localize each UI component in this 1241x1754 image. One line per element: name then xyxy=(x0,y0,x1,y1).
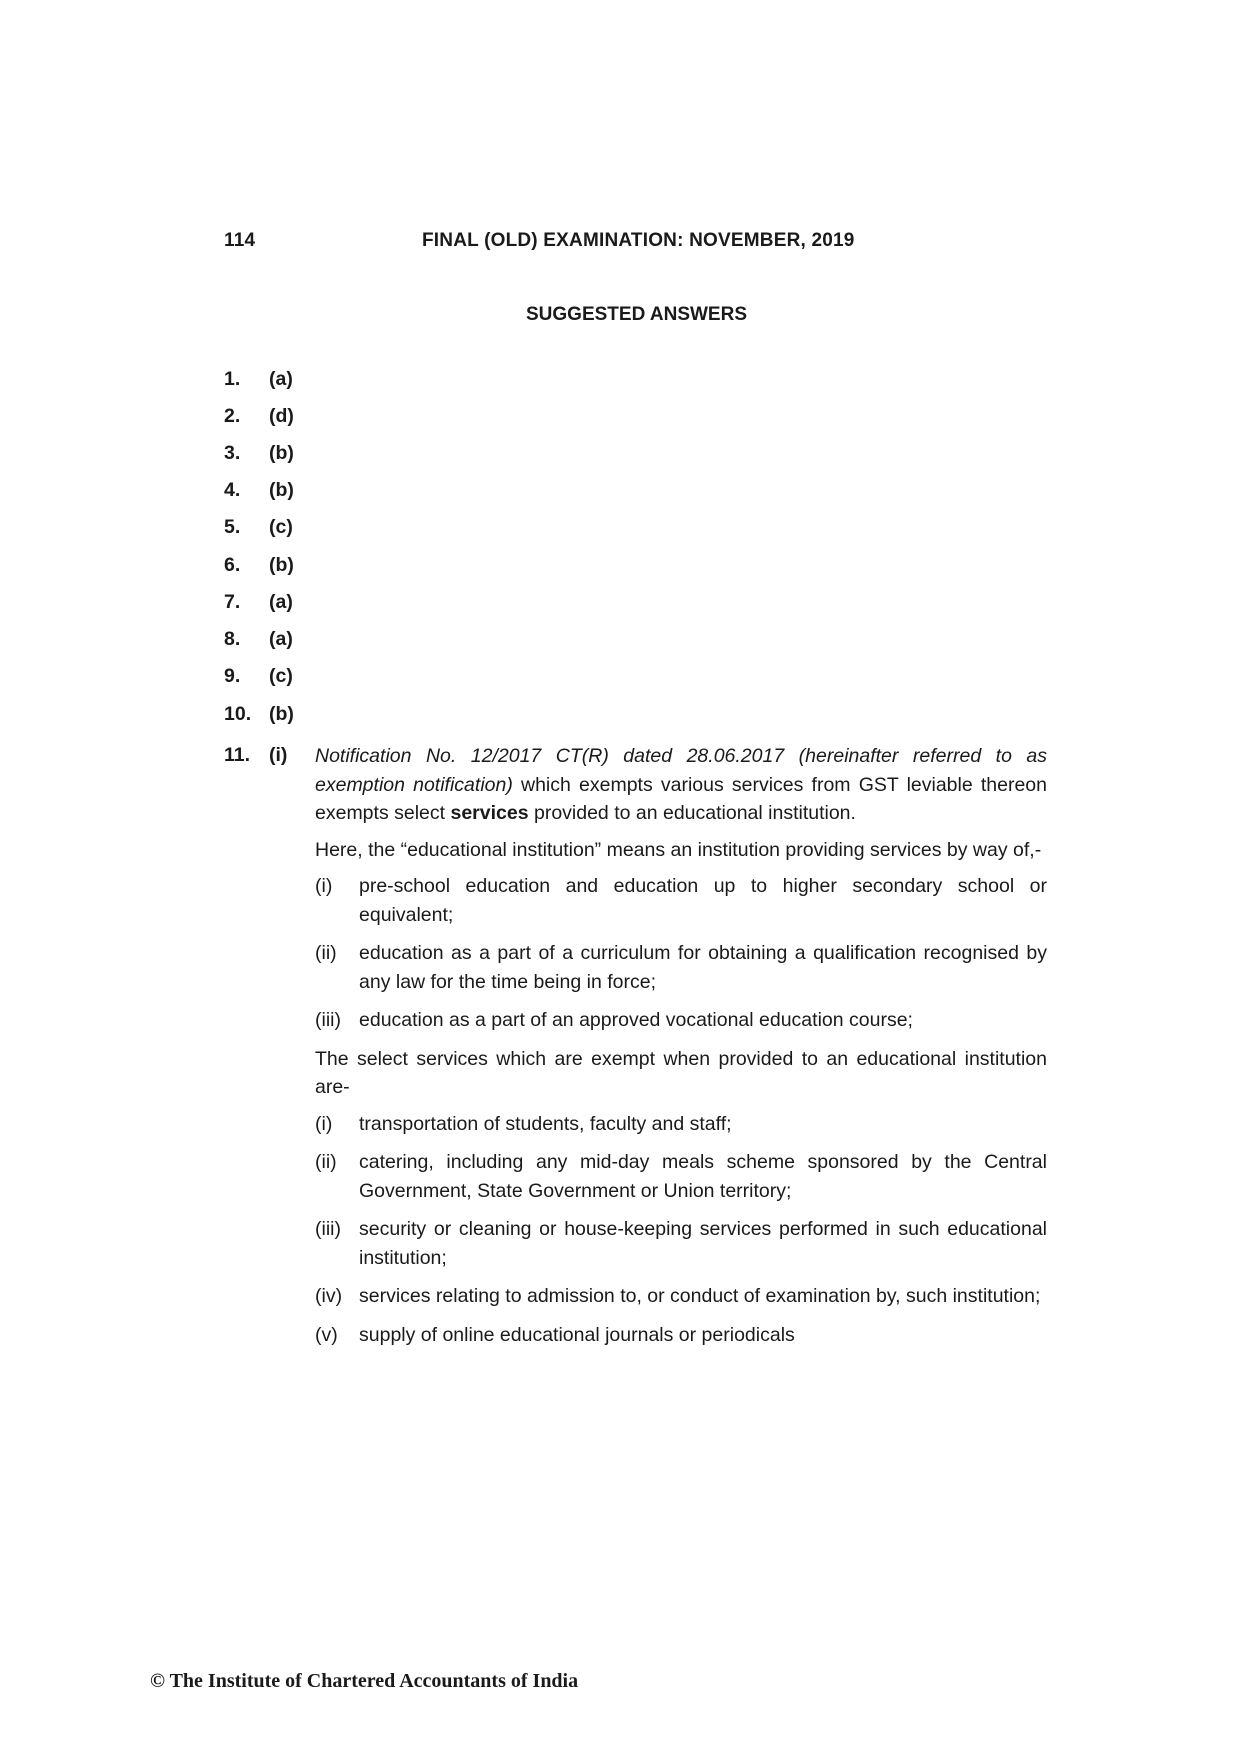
answer-option: (a) xyxy=(269,591,293,613)
answer-number: 9. xyxy=(224,665,241,687)
copyright-footer: © The Institute of Chartered Accountants of India xyxy=(150,1670,579,1692)
answer-number: 8. xyxy=(224,628,241,650)
answer-number: 6. xyxy=(224,554,241,576)
section-title: SUGGESTED ANSWERS xyxy=(526,304,747,325)
list-marker: (iv) xyxy=(315,1285,343,1307)
services-list xyxy=(315,1110,1047,1350)
answer-number: 3. xyxy=(224,442,241,464)
definition-intro-paragraph: Here, the “educational institution” means an institution providing services by way of,- xyxy=(315,838,1042,861)
list-marker: (i) xyxy=(315,875,333,897)
answer-number: 5. xyxy=(224,516,241,538)
notification-reference: Notification No. 12/2017 CT(R) dated 28.06.2017 (hereinafter referred to as exemption notification) xyxy=(315,745,1047,796)
question-11-sub-label: (i) xyxy=(269,744,288,766)
list-marker: (ii) xyxy=(315,1151,337,1173)
running-header-title: FINAL (OLD) EXAMINATION: NOVEMBER, 2019 xyxy=(422,230,855,251)
list-item xyxy=(315,1321,1047,1350)
list-item xyxy=(315,1110,1047,1139)
list-item-text: pre-school education and education up to higher secondary school or equivalent; xyxy=(359,875,1047,926)
answer-number: 4. xyxy=(224,479,241,501)
list-item xyxy=(315,872,1047,929)
list-item xyxy=(315,1148,1047,1205)
services-emphasis: services xyxy=(450,802,529,824)
list-marker: (i) xyxy=(315,1112,333,1135)
list-item-text: education as a part of an approved vocational education course; xyxy=(359,1009,913,1031)
intro-text: which exempts various services from GST leviable thereon exempts select xyxy=(315,773,1047,824)
list-item-text: supply of online educational journals or periodicals xyxy=(359,1323,795,1346)
answer-option: (a) xyxy=(269,628,293,650)
list-item xyxy=(315,1282,1047,1311)
list-item-text: catering, including any mid-day meals scheme sponsored by the Central Government, State Government or Union territory; xyxy=(359,1151,1047,1202)
list-item-text: services relating to admission to, or conduct of examination by, such institution; xyxy=(359,1285,1041,1307)
page-number: 114 xyxy=(224,230,256,251)
list-item-text: education as a part of a curriculum for obtaining a qualification recognised by any law for the time being in force; xyxy=(359,942,1047,993)
answer-number: 7. xyxy=(224,591,241,613)
list-marker: (iii) xyxy=(315,1009,341,1031)
answer-option: (a) xyxy=(269,368,293,390)
definition-list xyxy=(315,872,1047,1035)
list-item-text: security or cleaning or house-keeping services performed in such educational institution; xyxy=(359,1218,1047,1269)
list-item xyxy=(315,939,1047,996)
answer-option: (d) xyxy=(269,405,294,427)
list-item xyxy=(315,1006,1047,1035)
list-item xyxy=(315,1215,1047,1272)
answer-number: 2. xyxy=(224,405,241,427)
list-item-text: transportation of students, faculty and staff; xyxy=(359,1112,732,1135)
question-11-number: 11. xyxy=(224,744,251,766)
answer-option: (b) xyxy=(269,479,294,501)
services-intro-paragraph: The select services which are exempt when provided to an educational institution are- xyxy=(315,1047,1047,1098)
list-marker: (iii) xyxy=(315,1218,341,1240)
answer-number: 1. xyxy=(224,368,241,390)
intro-text-end: provided to an educational institution. xyxy=(528,802,856,824)
answer-option: (b) xyxy=(269,554,294,576)
answer-option: (b) xyxy=(269,703,294,725)
question-11-answer-body xyxy=(315,742,1047,1359)
exemption-intro-paragraph xyxy=(315,742,1047,828)
answer-option: (c) xyxy=(269,665,293,687)
list-marker: (ii) xyxy=(315,942,337,964)
answer-option: (b) xyxy=(269,442,294,464)
list-marker: (v) xyxy=(315,1323,338,1346)
answer-number: 10. xyxy=(224,703,252,725)
answer-option: (c) xyxy=(269,516,293,538)
